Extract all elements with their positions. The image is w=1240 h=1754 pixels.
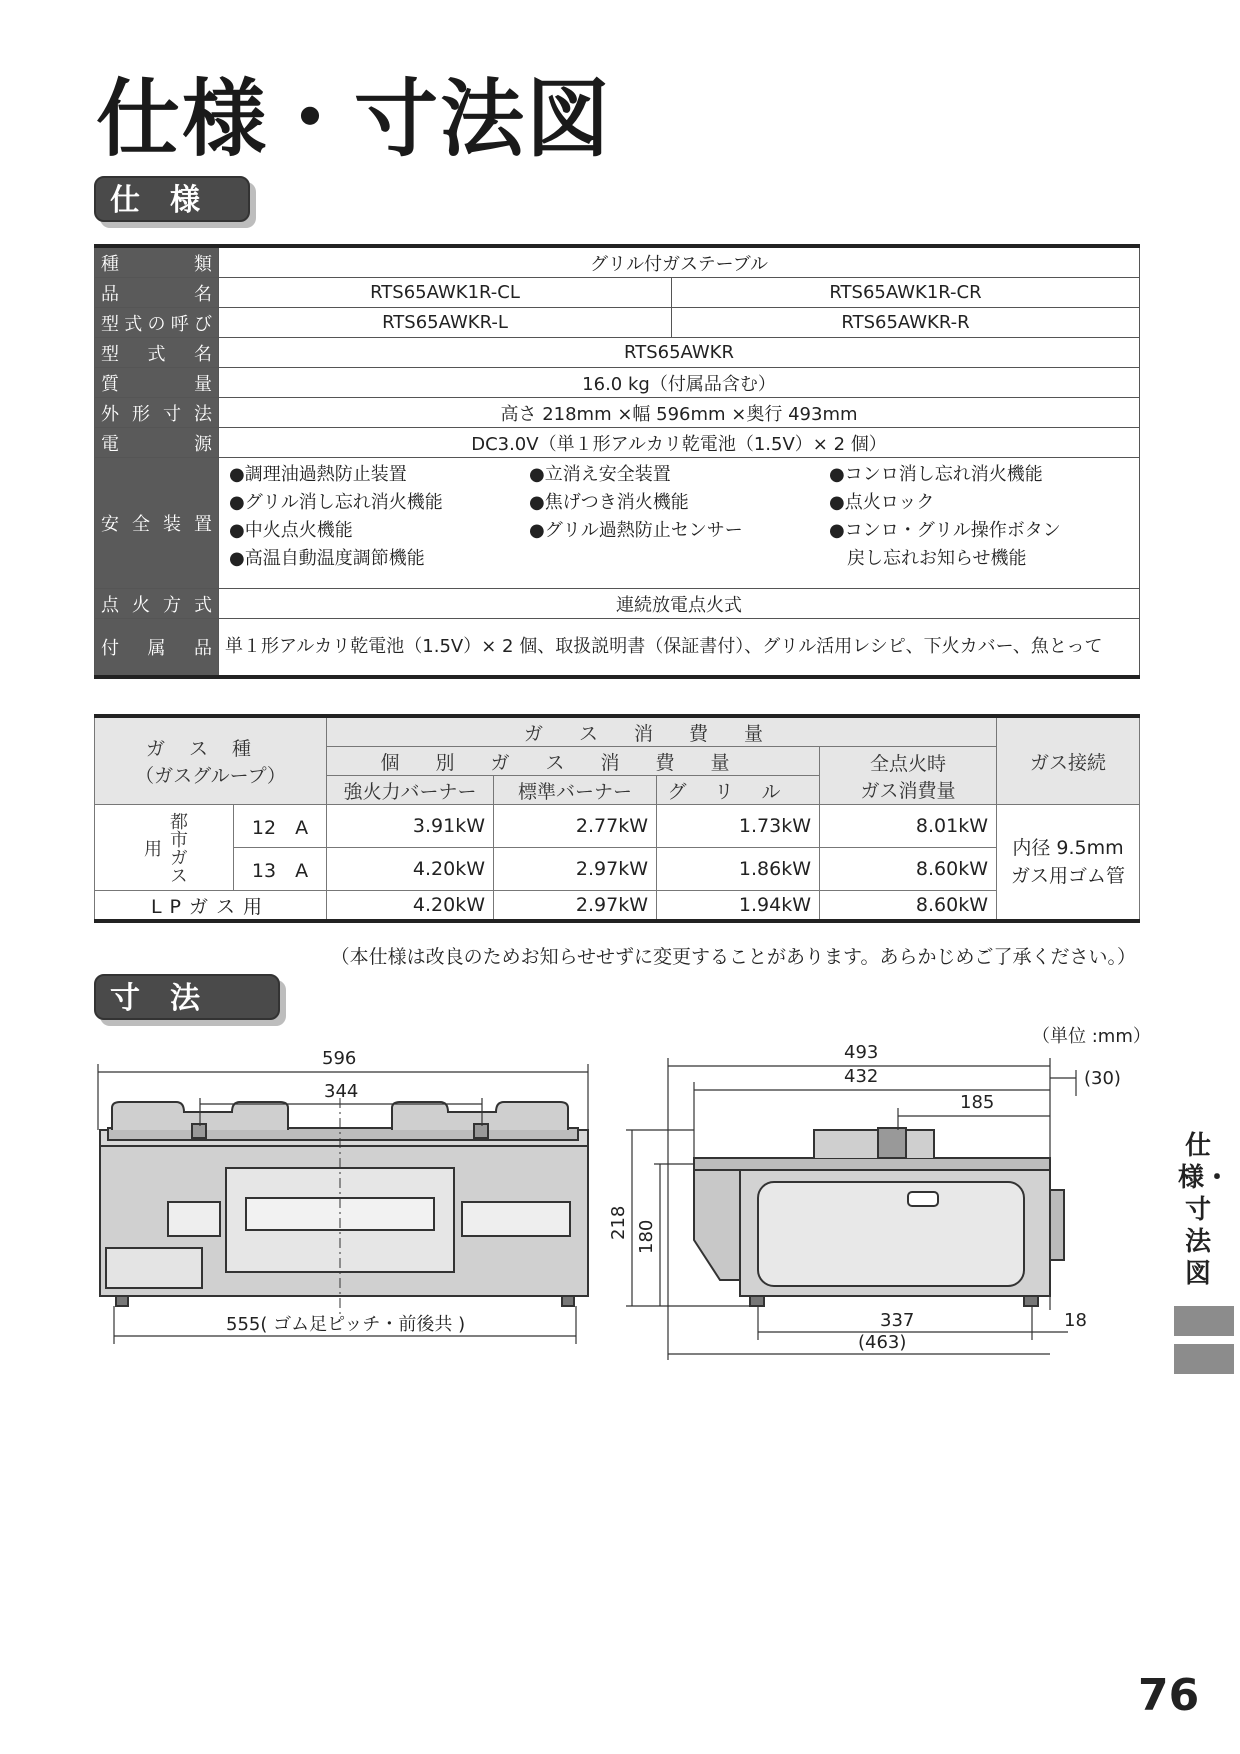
gas-row-grill: 1.86kW	[657, 848, 820, 891]
spec-ignition-value: 連続放電点火式	[219, 589, 1140, 619]
dim-front-width: 596	[322, 1048, 357, 1069]
safety-item: ●コンロ・グリル操作ボタン	[829, 520, 1061, 541]
dim-burner-pitch: 344	[324, 1081, 359, 1102]
section-label-dims: 寸法図	[94, 974, 280, 1020]
side-front-foot	[750, 1296, 764, 1306]
city-gas-label: 都市ガス用	[95, 805, 234, 891]
col-grill: グリル	[657, 776, 820, 805]
page-title: 仕様・寸法図	[96, 69, 613, 168]
safety-item: ●点火ロック	[829, 492, 935, 513]
side-top-plate	[694, 1158, 1050, 1170]
section-label-spec: 仕様	[94, 176, 250, 222]
side-trivet	[814, 1130, 934, 1158]
spec-power-value: DC3.0V（単１形アルカリ乾電池（1.5V）× 2 個）	[219, 428, 1140, 458]
dim-height-body: 180	[636, 1219, 657, 1254]
dim-burner-pos: 185	[960, 1092, 995, 1113]
safety-item: ●調理油過熱防止装置	[229, 464, 407, 485]
spec-change-note: （本仕様は改良のためお知らせせずに変更することがあります。あらかじめご了承ください。）	[330, 946, 1136, 968]
right-control-buttons	[462, 1202, 570, 1236]
side-tab-marker	[1174, 1306, 1234, 1336]
total-consumption-line1: 全点火時	[869, 752, 946, 775]
col-strong-burner: 強火力バーナー	[327, 776, 494, 805]
spec-label-size: 外 形 寸 法	[95, 398, 219, 428]
spec-label-call: 型 式 の 呼 び	[95, 308, 219, 338]
safety-item: ●高温自動温度調節機能	[229, 548, 425, 569]
gas-row-total: 8.60kW	[820, 891, 997, 922]
side-burner	[878, 1128, 906, 1158]
consumption-header: ガス消費量	[327, 716, 997, 747]
dim-depth-inner: 432	[844, 1066, 879, 1087]
spec-label-mass: 質 量	[95, 368, 219, 398]
gas-row-name: LPガス用	[95, 891, 327, 922]
gas-row-name: 13 A	[234, 848, 327, 891]
gas-type-label: ガス種	[145, 738, 275, 760]
spec-label-accessories: 付 属 品	[95, 619, 219, 678]
left-burner-cap	[192, 1124, 206, 1138]
side-tab-label: 仕様・寸法図	[1178, 1131, 1231, 1289]
spec-product-right: RTS65AWK1R-CR	[672, 278, 1140, 308]
safety-item: ●コンロ消し忘れ消火機能	[829, 464, 1043, 485]
spec-label-ignition: 点 火 方 式	[95, 589, 219, 619]
right-burner-cap	[474, 1124, 488, 1138]
side-handle	[908, 1192, 938, 1206]
side-front-panel	[694, 1170, 740, 1280]
safety-item: ●グリル過熱防止センサー	[529, 520, 743, 541]
gas-connection-header: ガス接続	[997, 716, 1140, 805]
safety-item: ●グリル消し忘れ消火機能	[229, 492, 443, 513]
page-number: 76	[1138, 1670, 1200, 1721]
gas-connection-line1: 内径 9.5mm	[1012, 837, 1124, 859]
spec-type-value: グリル付ガステーブル	[219, 246, 1140, 278]
safety-item: ●中火点火機能	[229, 520, 353, 541]
spec-call-right: RTS65AWKR-R	[672, 308, 1140, 338]
gas-row-name: 12 A	[234, 805, 327, 848]
safety-item: 戻し忘れお知らせ機能	[829, 548, 1027, 569]
gas-row-strong: 3.91kW	[327, 805, 494, 848]
spec-call-left: RTS65AWKR-L	[219, 308, 672, 338]
left-control-buttons	[168, 1202, 220, 1236]
dim-foot-rear: 18	[1064, 1310, 1087, 1331]
gas-row-std: 2.77kW	[494, 805, 657, 848]
gas-group-label: （ガスグループ）	[135, 765, 286, 787]
dim-foot-depth: 337	[880, 1310, 915, 1331]
spec-accessories-value: 単１形アルカリ乾電池（1.5V）× 2 個、取扱説明書（保証書付）、グリル活用レシピ、下火カバー、魚とって	[219, 619, 1140, 678]
side-view-drawing	[694, 1128, 1064, 1306]
dim-foot-pitch: 555( ゴム足ピッチ・前後共 )	[226, 1314, 466, 1335]
spec-product-left: RTS65AWK1R-CL	[219, 278, 672, 308]
spec-label-power: 電 源	[95, 428, 219, 458]
total-consumption-line2: ガス消費量	[860, 779, 956, 802]
spec-label-type: 種 類	[95, 246, 219, 278]
side-rear-foot	[1024, 1296, 1038, 1306]
gas-row-std: 2.97kW	[494, 848, 657, 891]
spec-mass-value: 16.0 kg（付属品含む）	[219, 368, 1140, 398]
gas-row-total: 8.01kW	[820, 805, 997, 848]
spec-model-value: RTS65AWKR	[219, 338, 1140, 368]
safety-item: ●立消え安全装置	[529, 464, 671, 485]
front-view-drawing	[100, 1098, 588, 1316]
gas-row-std: 2.97kW	[494, 891, 657, 922]
gas-row-grill: 1.94kW	[657, 891, 820, 922]
safety-item: ●焦げつき消火機能	[529, 492, 689, 513]
dim-height: 218	[608, 1205, 629, 1240]
individual-consumption-header: 個別ガス消費量	[327, 747, 820, 776]
gas-connection-line2: ガス用ゴム管	[1010, 865, 1125, 887]
col-standard-burner: 標準バーナー	[494, 776, 657, 805]
gas-row-grill: 1.73kW	[657, 805, 820, 848]
gas-row-strong: 4.20kW	[327, 891, 494, 922]
side-grill-pan	[758, 1182, 1024, 1286]
side-rear-connector	[1050, 1190, 1064, 1260]
battery-box	[106, 1248, 202, 1288]
side-tab-marker	[1174, 1344, 1234, 1374]
spec-label-product: 品 名	[95, 278, 219, 308]
spec-size-value: 高さ 218mm ×幅 596mm ×奥行 493mm	[219, 398, 1140, 428]
unit-note: （単位 :mm）	[1032, 1026, 1151, 1047]
dim-depth-rear: (30)	[1084, 1068, 1121, 1089]
gas-row-total: 8.60kW	[820, 848, 997, 891]
gas-row-strong: 4.20kW	[327, 848, 494, 891]
right-foot	[562, 1296, 574, 1306]
dim-depth: 493	[844, 1042, 879, 1063]
spec-label-safety: 安 全 装 置	[95, 458, 219, 589]
dim-foot-overall: (463)	[858, 1332, 907, 1353]
spec-label-model: 型 式 名	[95, 338, 219, 368]
left-foot	[116, 1296, 128, 1306]
